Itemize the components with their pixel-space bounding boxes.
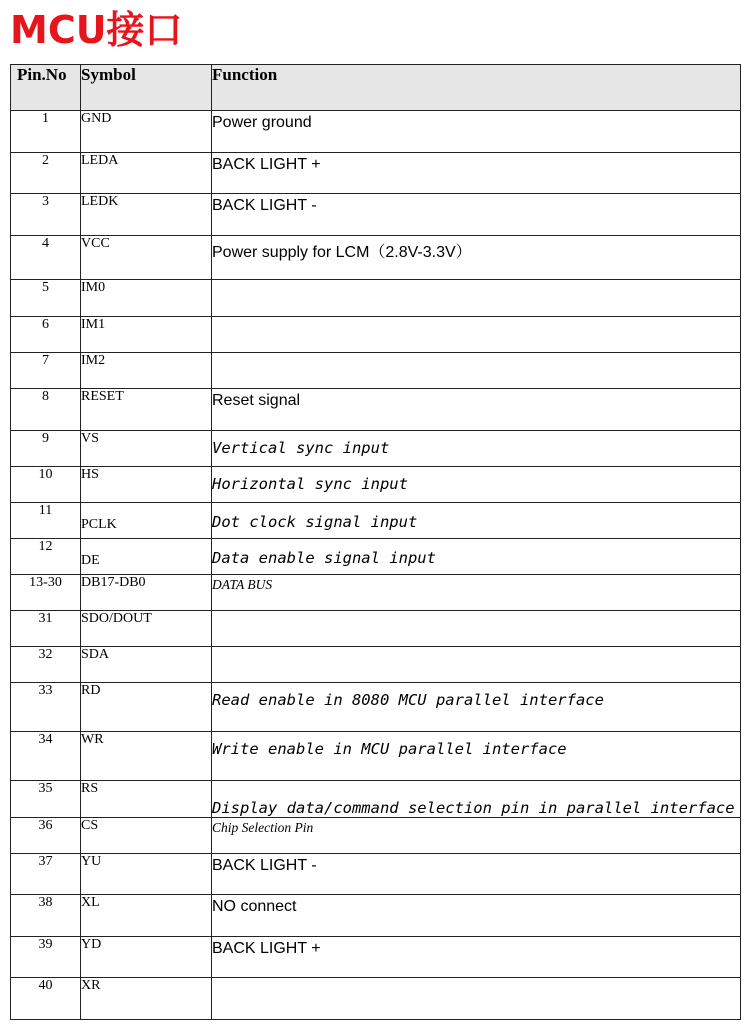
function-text [212,280,740,283]
function-text: Read enable in 8080 MCU parallel interface [212,691,604,709]
function-cell [212,236,741,280]
pin-number-cell: 33 [11,683,81,732]
pin-number-cell: 4 [11,236,81,280]
function-text: NO connect [212,898,297,915]
symbol-cell: GND [81,111,212,153]
table-row [11,575,741,611]
header-symbol: Symbol [81,65,212,111]
symbol-cell: XR [81,978,212,1020]
table-row [11,937,741,978]
pin-number-cell: 11 [11,503,81,539]
pin-number-cell: 12 [11,539,81,575]
symbol-cell: SDO/DOUT [81,611,212,647]
pin-number-cell: 36 [11,818,81,854]
function-text: BACK LIGHT - [212,857,317,874]
table-row [11,895,741,937]
function-text: Reset signal [212,392,301,409]
function-cell [212,467,741,503]
function-text: DATA BUS [212,577,273,592]
pin-number-cell: 10 [11,467,81,503]
pin-number-cell: 31 [11,611,81,647]
table-row [11,683,741,732]
pin-number-cell: 37 [11,854,81,895]
table-row [11,611,741,647]
header-row [11,65,741,111]
function-text [212,978,740,981]
symbol-cell: DB17-DB0 [81,575,212,611]
function-text [212,611,740,614]
function-cell [212,895,741,937]
function-text: BACK LIGHT + [212,156,321,173]
table-row [11,539,741,575]
symbol-cell: DE [81,539,212,575]
function-cell [212,937,741,978]
symbol-cell: IM2 [81,353,212,389]
function-text: Horizontal sync input [212,475,408,493]
pin-number-cell: 40 [11,978,81,1020]
function-text: Write enable in MCU parallel interface [212,740,567,758]
symbol-cell: RESET [81,389,212,431]
function-cell [212,818,741,854]
symbol-cell: YD [81,937,212,978]
function-text: BACK LIGHT - [212,197,317,214]
pin-number-cell: 5 [11,280,81,317]
function-cell [212,978,741,1020]
pin-number-cell: 2 [11,153,81,194]
function-cell [212,317,741,353]
table-row [11,111,741,153]
symbol-cell: HS [81,467,212,503]
function-text: Dot clock signal input [212,513,418,531]
table-row [11,781,741,818]
table-row [11,467,741,503]
function-cell [212,194,741,236]
pin-number-cell: 38 [11,895,81,937]
header-pin-no: Pin.No [11,65,81,111]
table-row [11,389,741,431]
function-cell [212,647,741,683]
symbol-cell: VCC [81,236,212,280]
pin-number-cell: 32 [11,647,81,683]
table-row [11,503,741,539]
function-cell [212,539,741,575]
function-cell [212,431,741,467]
function-text: Vertical sync input [212,439,390,457]
page-title: MCU接口 [10,8,183,52]
function-cell [212,353,741,389]
table-row [11,431,741,467]
table-row [11,317,741,353]
table-row [11,647,741,683]
symbol-cell: IM1 [81,317,212,353]
function-cell [212,111,741,153]
symbol-cell: VS [81,431,212,467]
function-cell [212,683,741,732]
symbol-cell: RS [81,781,212,818]
pin-number-cell: 35 [11,781,81,818]
table-row [11,818,741,854]
table-row [11,854,741,895]
table-row [11,353,741,389]
pin-number-cell: 7 [11,353,81,389]
symbol-cell: LEDA [81,153,212,194]
table-row [11,194,741,236]
function-cell [212,732,741,781]
table-row [11,732,741,781]
table-row [11,978,741,1020]
function-text: Display data/command selection pin in parallel interface [212,799,735,817]
pin-number-cell: 3 [11,194,81,236]
table-row [11,280,741,317]
function-text [212,317,740,320]
pin-number-cell: 1 [11,111,81,153]
symbol-cell: LEDK [81,194,212,236]
function-cell [212,280,741,317]
function-cell [212,854,741,895]
function-text: BACK LIGHT + [212,940,321,957]
function-text: Data enable signal input [212,549,436,567]
symbol-cell: RD [81,683,212,732]
header-function: Function [212,65,741,111]
function-text [212,353,740,356]
function-text: Power ground [212,114,312,131]
pin-number-cell: 39 [11,937,81,978]
function-cell [212,503,741,539]
table-row [11,153,741,194]
function-text: Chip Selection Pin [212,820,314,835]
pin-number-cell: 13-30 [11,575,81,611]
function-cell [212,153,741,194]
table-row [11,236,741,280]
function-cell [212,611,741,647]
pin-number-cell: 9 [11,431,81,467]
symbol-cell: SDA [81,647,212,683]
symbol-cell: WR [81,732,212,781]
pin-number-cell: 6 [11,317,81,353]
symbol-cell: YU [81,854,212,895]
function-text: Power supply for LCM（2.8V-3.3V） [212,244,472,261]
symbol-cell: CS [81,818,212,854]
function-text [212,647,740,650]
symbol-cell: XL [81,895,212,937]
function-cell [212,575,741,611]
symbol-cell: PCLK [81,503,212,539]
pin-number-cell: 34 [11,732,81,781]
pin-number-cell: 8 [11,389,81,431]
pin-table [10,64,741,1020]
function-cell [212,389,741,431]
symbol-cell: IM0 [81,280,212,317]
function-cell [212,781,741,818]
